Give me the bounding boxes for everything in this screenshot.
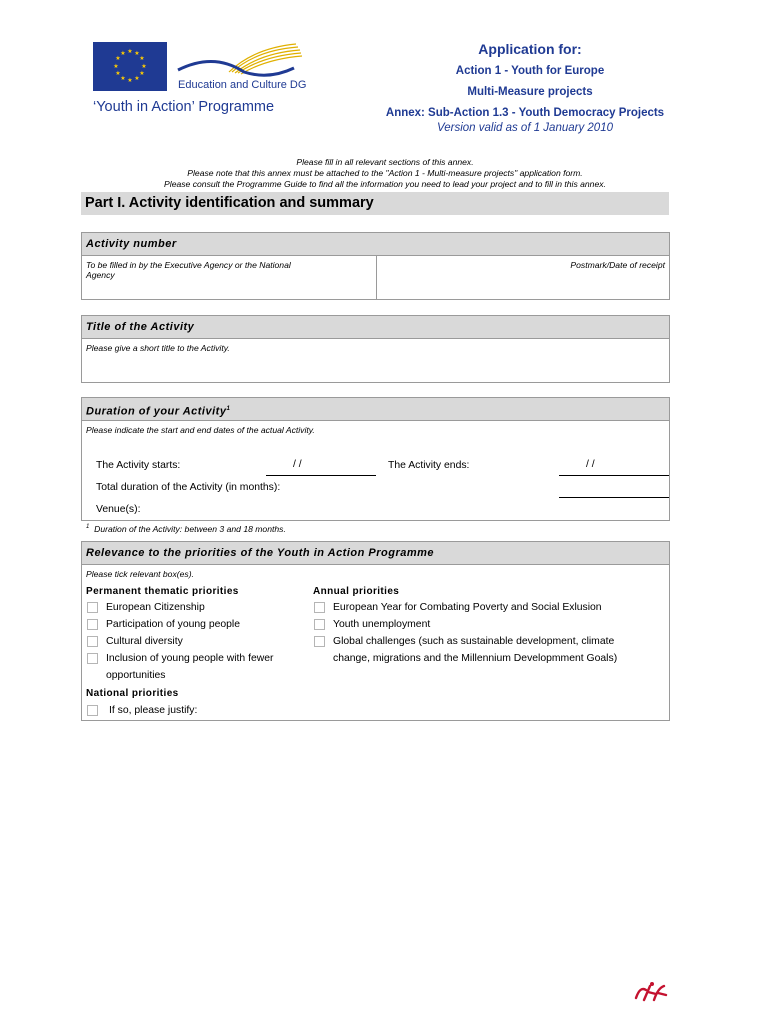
agency-note-line: Agency [86, 270, 115, 280]
checkbox-global-challenges[interactable] [314, 636, 325, 647]
action-title: Action 1 - Youth for Europe [455, 65, 605, 77]
activity-number-box [81, 232, 670, 300]
total-duration-input[interactable] [559, 497, 669, 498]
priority-label-continuation: change, migrations and the Millennium Developmment Goals) [333, 653, 618, 664]
priority-label: European Citizenship [106, 602, 205, 613]
permanent-priorities-heading: Permanent thematic priorities [86, 586, 239, 597]
priority-label: Inclusion of young people with fewer [106, 653, 274, 664]
end-date-sep: / / [586, 459, 595, 470]
priority-label-continuation: opportunities [106, 670, 166, 681]
priority-label: Participation of young people [106, 619, 241, 630]
checkbox-european-year-poverty[interactable] [314, 602, 325, 613]
duration-heading: Duration of your Activity$^1$ [82, 398, 669, 421]
relevance-note: Please tick relevant box(es). [86, 569, 194, 579]
national-priorities-heading: National priorities [86, 688, 179, 699]
start-date-sep: / / [293, 459, 302, 470]
title-input[interactable] [84, 354, 666, 380]
checkbox-national-priorities[interactable] [87, 705, 98, 716]
title-box [81, 315, 670, 383]
national-justify-label: If so, please justify: [109, 705, 198, 716]
part-title: Part I. Activity identification and summary [81, 192, 669, 215]
youth-in-action-logo-icon [632, 980, 678, 1004]
svg-text:★: ★ [127, 77, 133, 84]
svg-text:★: ★ [134, 75, 140, 82]
title-note: Please give a short title to the Activity. [86, 343, 230, 353]
postmark-label: Postmark/Date of receipt [570, 260, 665, 270]
start-label: The Activity starts: [96, 460, 181, 471]
svg-text:★: ★ [115, 70, 121, 77]
priority-label: Global challenges (such as sustainable development, climate [333, 636, 615, 647]
relevance-box [81, 541, 670, 721]
svg-text:★: ★ [120, 50, 126, 57]
programme-name: ‘Youth in Action’ Programme [93, 99, 275, 115]
relevance-heading: Relevance to the priorities of the Youth in Action Programme [82, 542, 669, 565]
end-label: The Activity ends: [388, 460, 470, 471]
agency-note-line: To be filled in by the Executive Agency or the National [86, 260, 291, 270]
annual-priorities-heading: Annual priorities [313, 586, 400, 597]
instruction-line: Please note that this annex must be attached to the "Action 1 - Multi-measure projects" application form. [187, 168, 583, 178]
instruction-line: Please consult the Programme Guide to find all the information you need to lead your project and to fill in this annex. [164, 179, 606, 189]
total-duration-label: Total duration of the Activity (in months): [96, 482, 281, 493]
multi-measure-title: Multi-Measure projects [467, 86, 593, 98]
application-for-title: Application for: [478, 41, 582, 57]
checkbox-youth-unemployment[interactable] [314, 619, 325, 630]
priority-label: Cultural diversity [106, 636, 183, 647]
start-date-input[interactable] [266, 475, 376, 476]
priority-label: European Year for Combating Poverty and Social Exlusion [333, 602, 602, 613]
svg-text:★: ★ [113, 63, 119, 70]
checkbox-participation[interactable] [87, 619, 98, 630]
priority-label: Youth unemployment [333, 619, 431, 630]
duration-footnote: $^1$ Duration of the Activity: between 3 and 18 months. [86, 524, 286, 534]
annex-title: Annex: Sub-Action 1.3 - Youth Democracy Projects [385, 107, 665, 119]
footnote-mark: 1 [226, 406, 231, 412]
checkbox-cultural-diversity[interactable] [87, 636, 98, 647]
end-date-input[interactable] [559, 475, 669, 476]
duration-note: Please indicate the start and end dates of the actual Activity. [86, 425, 315, 435]
checkbox-inclusion[interactable] [87, 653, 98, 664]
svg-text:★: ★ [115, 55, 121, 62]
activity-number-heading: Activity number [82, 233, 669, 256]
agency-note [86, 260, 291, 280]
divider [376, 255, 377, 299]
svg-text:★: ★ [139, 70, 145, 77]
dg-name: Education and Culture DG [178, 79, 307, 91]
svg-text:★: ★ [120, 75, 126, 82]
version-note: Version valid as of 1 January 2010 [436, 122, 613, 134]
svg-text:★: ★ [127, 48, 133, 55]
dg-swoosh-logo-icon [174, 40, 304, 82]
title-heading: Title of the Activity [82, 316, 669, 339]
instruction-line: Please fill in all relevant sections of this annex. [296, 157, 474, 167]
svg-text:★: ★ [141, 63, 147, 70]
svg-text:★: ★ [134, 50, 140, 57]
eu-flag-icon [93, 42, 167, 91]
duration-box [81, 397, 670, 521]
svg-text:★: ★ [139, 55, 145, 62]
checkbox-european-citizenship[interactable] [87, 602, 98, 613]
venue-label: Venue(s): [96, 504, 141, 515]
